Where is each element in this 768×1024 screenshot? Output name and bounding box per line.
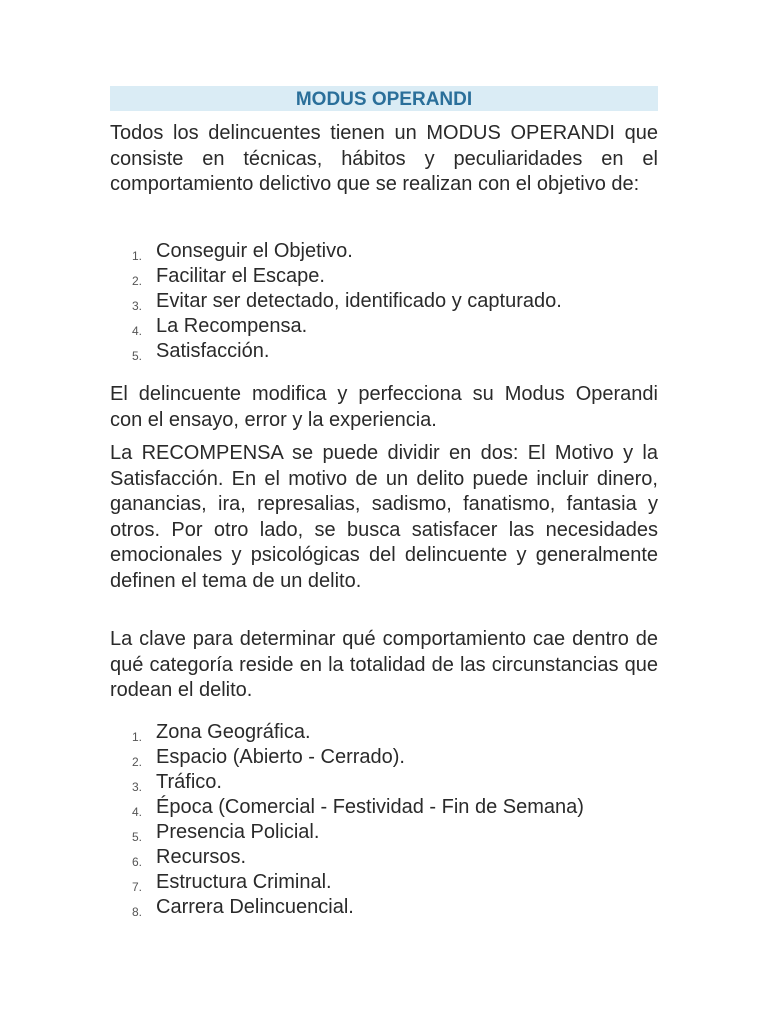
list-text: Tráfico. [156, 771, 222, 793]
objectives-list [110, 239, 670, 364]
list-number: 5. [132, 349, 143, 363]
list-number: 4. [132, 324, 143, 338]
list-item [110, 339, 670, 364]
clave-paragraph: La clave para determinar qué comportamiento cae dentro de qué categoría reside en la totalidad de las circunstancias que rodean el delito. [110, 628, 658, 701]
factors-list [110, 720, 670, 920]
list-text: Época (Comercial - Festividad - Fin de Semana) [156, 796, 584, 818]
list-number: 3. [132, 299, 143, 313]
list-text: Conseguir el Objetivo. [156, 240, 353, 262]
list-number: 1. [132, 730, 143, 744]
list-number: 2. [132, 274, 143, 288]
list-item [110, 820, 670, 845]
list-item [110, 314, 670, 339]
list-text: Estructura Criminal. [156, 871, 332, 893]
list-item [110, 289, 670, 314]
list-item [110, 795, 670, 820]
list-item [110, 264, 670, 289]
list-number: 4. [132, 805, 143, 819]
list-item [110, 895, 670, 920]
list-text: Evitar ser detectado, identificado y capturado. [156, 290, 562, 312]
title-banner [110, 86, 658, 111]
list-number: 5. [132, 830, 143, 844]
list-number: 1. [132, 249, 143, 263]
list-text: Espacio (Abierto - Cerrado). [156, 746, 405, 768]
list-text: Facilitar el Escape. [156, 265, 325, 287]
list-text: Zona Geográfica. [156, 721, 311, 743]
list-number: 3. [132, 780, 143, 794]
list-item [110, 870, 670, 895]
list-item [110, 845, 670, 870]
intro-paragraph: Todos los delincuentes tienen un MODUS OPERANDI que consiste en técnicas, hábitos y peculiaridades en el comportamiento delictivo que se realizan con el objetivo de: [110, 122, 658, 195]
list-number: 2. [132, 755, 143, 769]
list-item [110, 720, 670, 745]
list-text: Presencia Policial. [156, 821, 320, 843]
list-number: 8. [132, 905, 143, 919]
list-number: 6. [132, 855, 143, 869]
modifica-paragraph: El delincuente modifica y perfecciona su Modus Operandi con el ensayo, error y la experiencia. [110, 383, 658, 431]
document-title: MODUS OPERANDI [295, 89, 473, 110]
list-item [110, 239, 670, 264]
recompensa-paragraph: La RECOMPENSA se puede dividir en dos: El Motivo y la Satisfacción. En el motivo de un delito puede incluir dinero, ganancias, ira, represalias, sadismo, fanatismo, fantasia y otros. Por otro lado, se busca satisfacer las necesidades emocionales y psicológicas del delincuente y generalmente definen el tema de un delito. [110, 442, 658, 592]
list-text: Recursos. [156, 846, 247, 868]
list-item [110, 745, 670, 770]
list-number: 7. [132, 880, 143, 894]
list-text: Satisfacción. [156, 340, 270, 362]
list-text: Carrera Delincuencial. [156, 896, 354, 918]
list-text: La Recompensa. [156, 315, 308, 337]
list-item [110, 770, 670, 795]
